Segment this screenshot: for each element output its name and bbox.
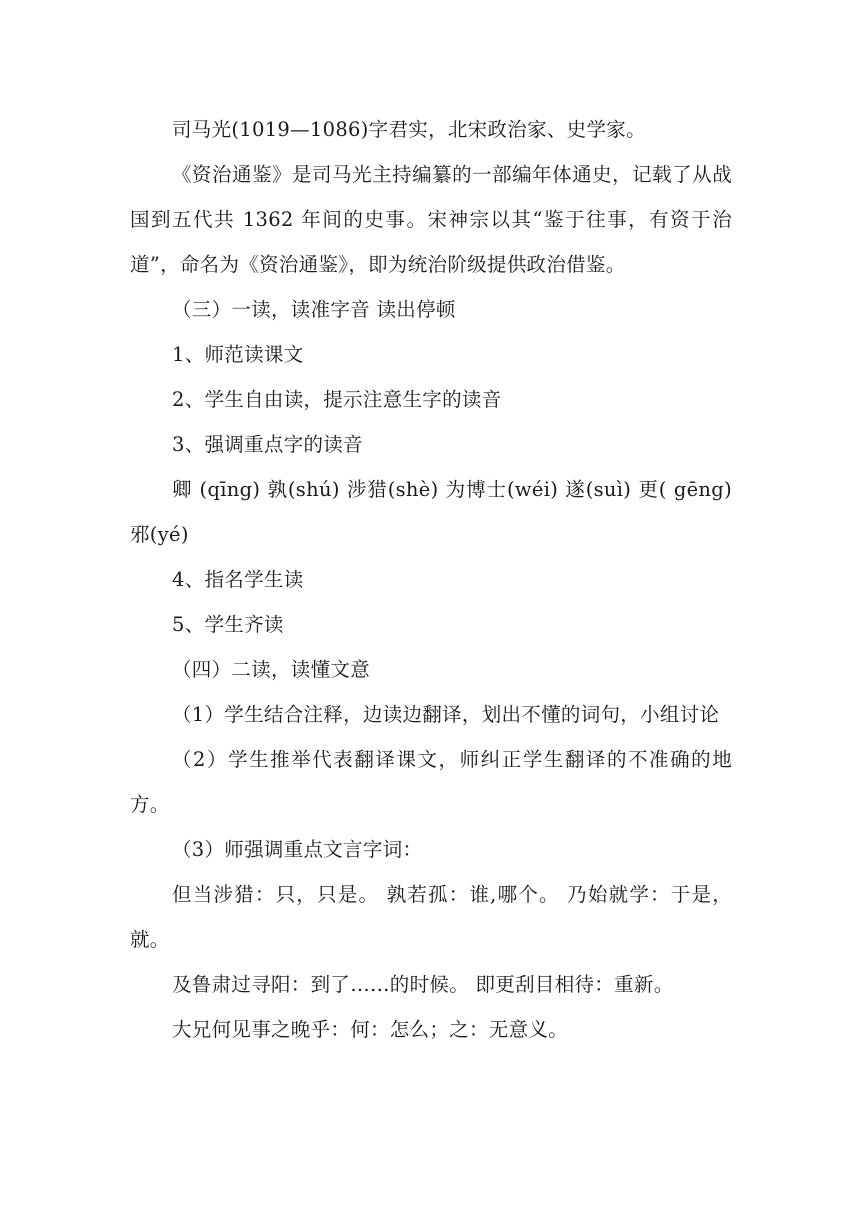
key-words-line-1: 但当涉猎：只，只是。 孰若孤：谁,哪个。 乃始就学：于是，就。 — [130, 883, 732, 951]
paragraph-author-intro: 司马光(1019—1086)字君实，北宋政治家、史学家。 — [172, 118, 646, 141]
step-key-words: （3）师强调重点文言字词： — [172, 838, 423, 861]
paragraph-book-intro: 《资治通鉴》是司马光主持编纂的一部编年体通史，记载了从战国到五代共 1362 年间的史事。宋神宗以其“鉴于往事，有资于治道”，命名为《资治通鉴》，即为统治阶级提供政治借鉴。 — [130, 163, 732, 276]
section-heading-first-reading: （三）一读，读准字音 读出停顿 — [172, 298, 456, 321]
document-body — [130, 107, 732, 1052]
section-heading-second-reading: （四）二读，读懂文意 — [172, 658, 371, 681]
step-chorus-reading: 5、学生齐读 — [172, 613, 284, 636]
step-teacher-reads: 1、师范读课文 — [172, 343, 304, 366]
pronunciation-list: 卿 (qīng) 孰(shú) 涉猎(shè) 为博士(wéi) 遂(suì) 更( gēng) 邪(yé) — [130, 478, 732, 546]
step-key-pronunciation: 3、强调重点字的读音 — [172, 433, 363, 456]
key-words-line-3: 大兄何见事之晚乎：何：怎么；之：无意义。 — [172, 1018, 569, 1041]
step-free-reading: 2、学生自由读，提示注意生字的读音 — [172, 388, 502, 411]
step-representative-translation: （2）学生推举代表翻译课文，师纠正学生翻译的不准确的地方。 — [130, 748, 732, 816]
step-translate-annotations: （1）学生结合注释，边读边翻译，划出不懂的词句，小组讨论 — [172, 703, 720, 726]
step-named-reading: 4、指名学生读 — [172, 568, 304, 591]
key-words-line-2: 及鲁肃过寻阳：到了……的时候。 即更刮目相待：重新。 — [172, 973, 674, 996]
